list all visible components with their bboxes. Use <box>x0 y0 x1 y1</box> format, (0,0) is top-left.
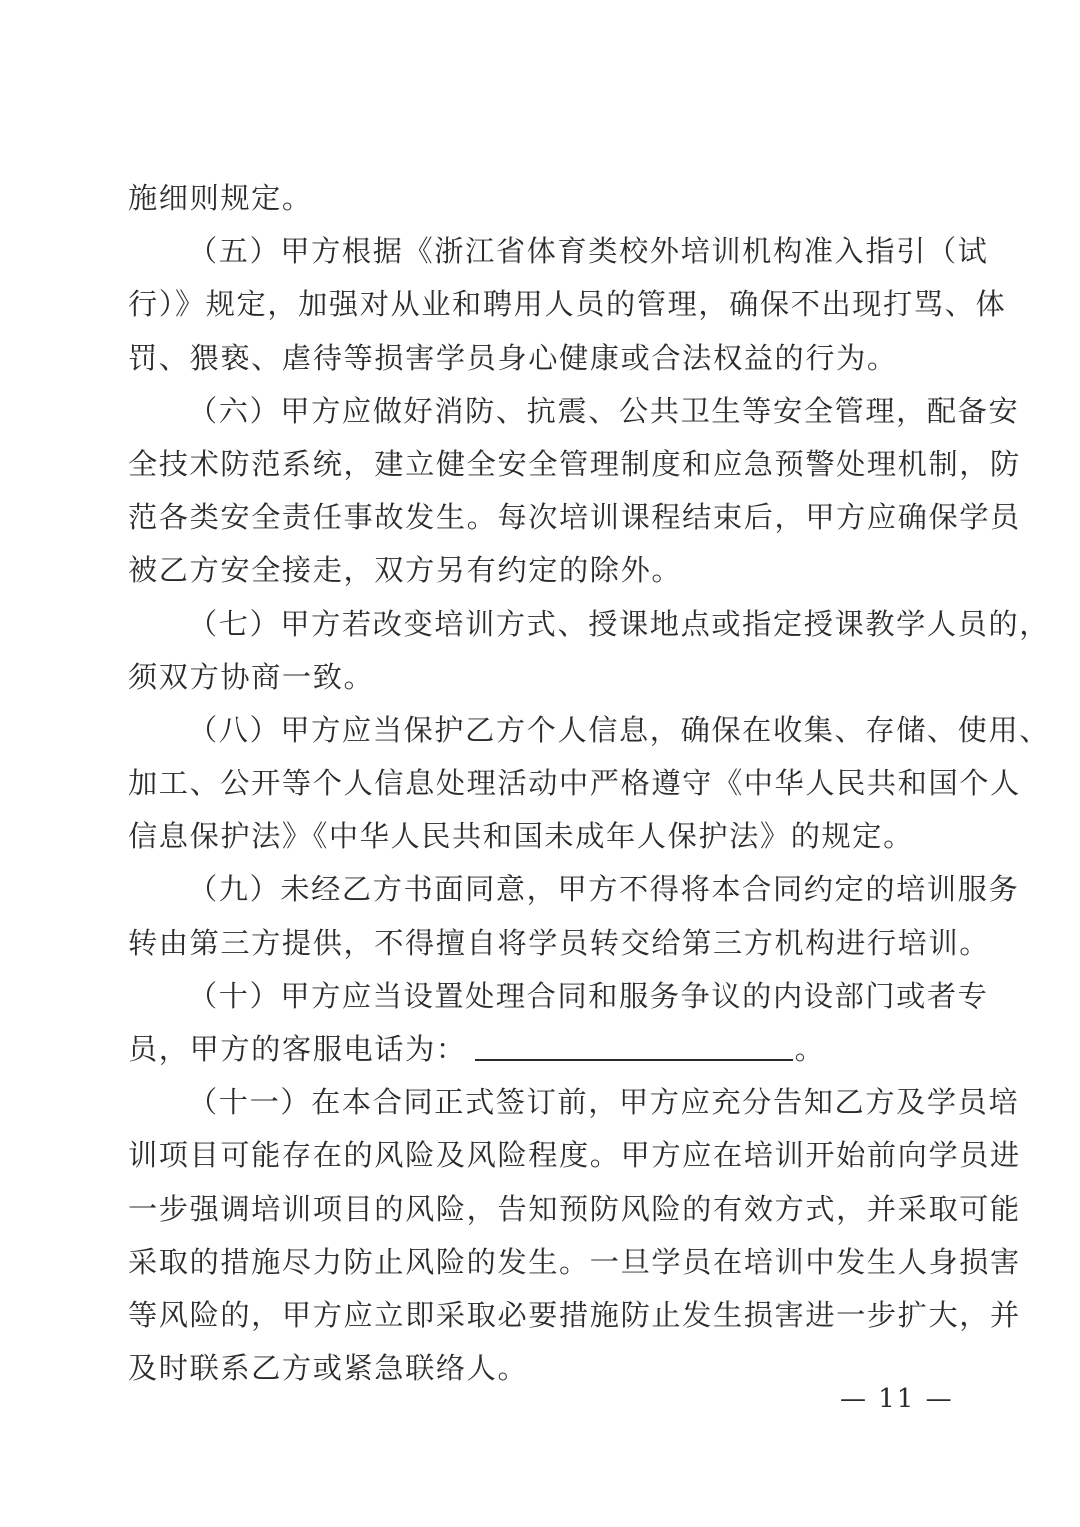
hotline-suffix: 。 <box>794 1032 826 1066</box>
clause-5-heading: （五）甲方根据《浙江省体育类校外培训机构准入指引（试 <box>188 234 989 269</box>
text-line: 行）》规定，加强对从业和聘用人员的管理，确保不出现打骂、体 <box>128 287 1007 322</box>
hotline-line <box>128 1023 958 1076</box>
hotline-label: 员，甲方的客服电话为： <box>128 1032 467 1066</box>
text-line: 被乙方安全接走，双方另有约定的除外。 <box>128 553 683 588</box>
text-line: 施细则规定。 <box>128 181 313 215</box>
clause-9-heading: （九）未经乙方书面同意，甲方不得将本合同约定的培训服务 <box>188 872 1020 907</box>
hotline-blank-field <box>475 1058 793 1061</box>
text-line: 一步强调培训项目的风险，告知预防风险的有效方式，并采取可能 <box>128 1191 1021 1226</box>
clause-6-heading: （六）甲方应做好消防、抗震、公共卫生等安全管理，配备安 <box>188 393 1020 428</box>
clause-10-heading: （十）甲方应当设置处理合同和服务争议的内设部门或者专 <box>188 978 989 1013</box>
text-line: 全技术防范系统，建立健全安全管理制度和应急预警处理机制，防 <box>128 446 1021 481</box>
text-line: 及时联系乙方或紧急联络人。 <box>128 1351 529 1386</box>
page-number: — 11 — <box>840 1384 954 1414</box>
text-line: 转由第三方提供，不得擅自将学员转交给第三方机构进行培训。 <box>128 925 991 960</box>
clause-7-heading: （七）甲方若改变培训方式、授课地点或指定授课教学人员的， <box>188 606 1051 641</box>
text-line: 采取的措施尽力防止风险的发生。一旦学员在培训中发生人身损害 <box>128 1244 1021 1279</box>
text-line: 须双方协商一致。 <box>128 659 375 694</box>
clause-11-heading: （十一）在本合同正式签订前，甲方应充分告知乙方及学员培 <box>188 1085 1020 1120</box>
text-line: 信息保护法》《中华人民共和国未成年人保护法》的规定。 <box>128 819 914 854</box>
text-line: 训项目可能存在的风险及风险程度。甲方应在培训开始前向学员进 <box>128 1138 1021 1173</box>
body-text <box>128 172 1051 1395</box>
clause-8-heading: （八）甲方应当保护乙方个人信息，确保在收集、存储、使用、 <box>188 712 1051 747</box>
text-line: 范各类安全责任事故发生。每次培训课程结束后，甲方应确保学员 <box>128 500 1021 535</box>
text-line: 等风险的，甲方应立即采取必要措施防止发生损害进一步扩大，并 <box>128 1297 1021 1332</box>
text-line: 罚、猥亵、虐待等损害学员身心健康或合法权益的行为。 <box>128 340 898 375</box>
text-line: 加工、公开等个人信息处理活动中严格遵守《中华人民共和国个人 <box>128 766 1021 801</box>
